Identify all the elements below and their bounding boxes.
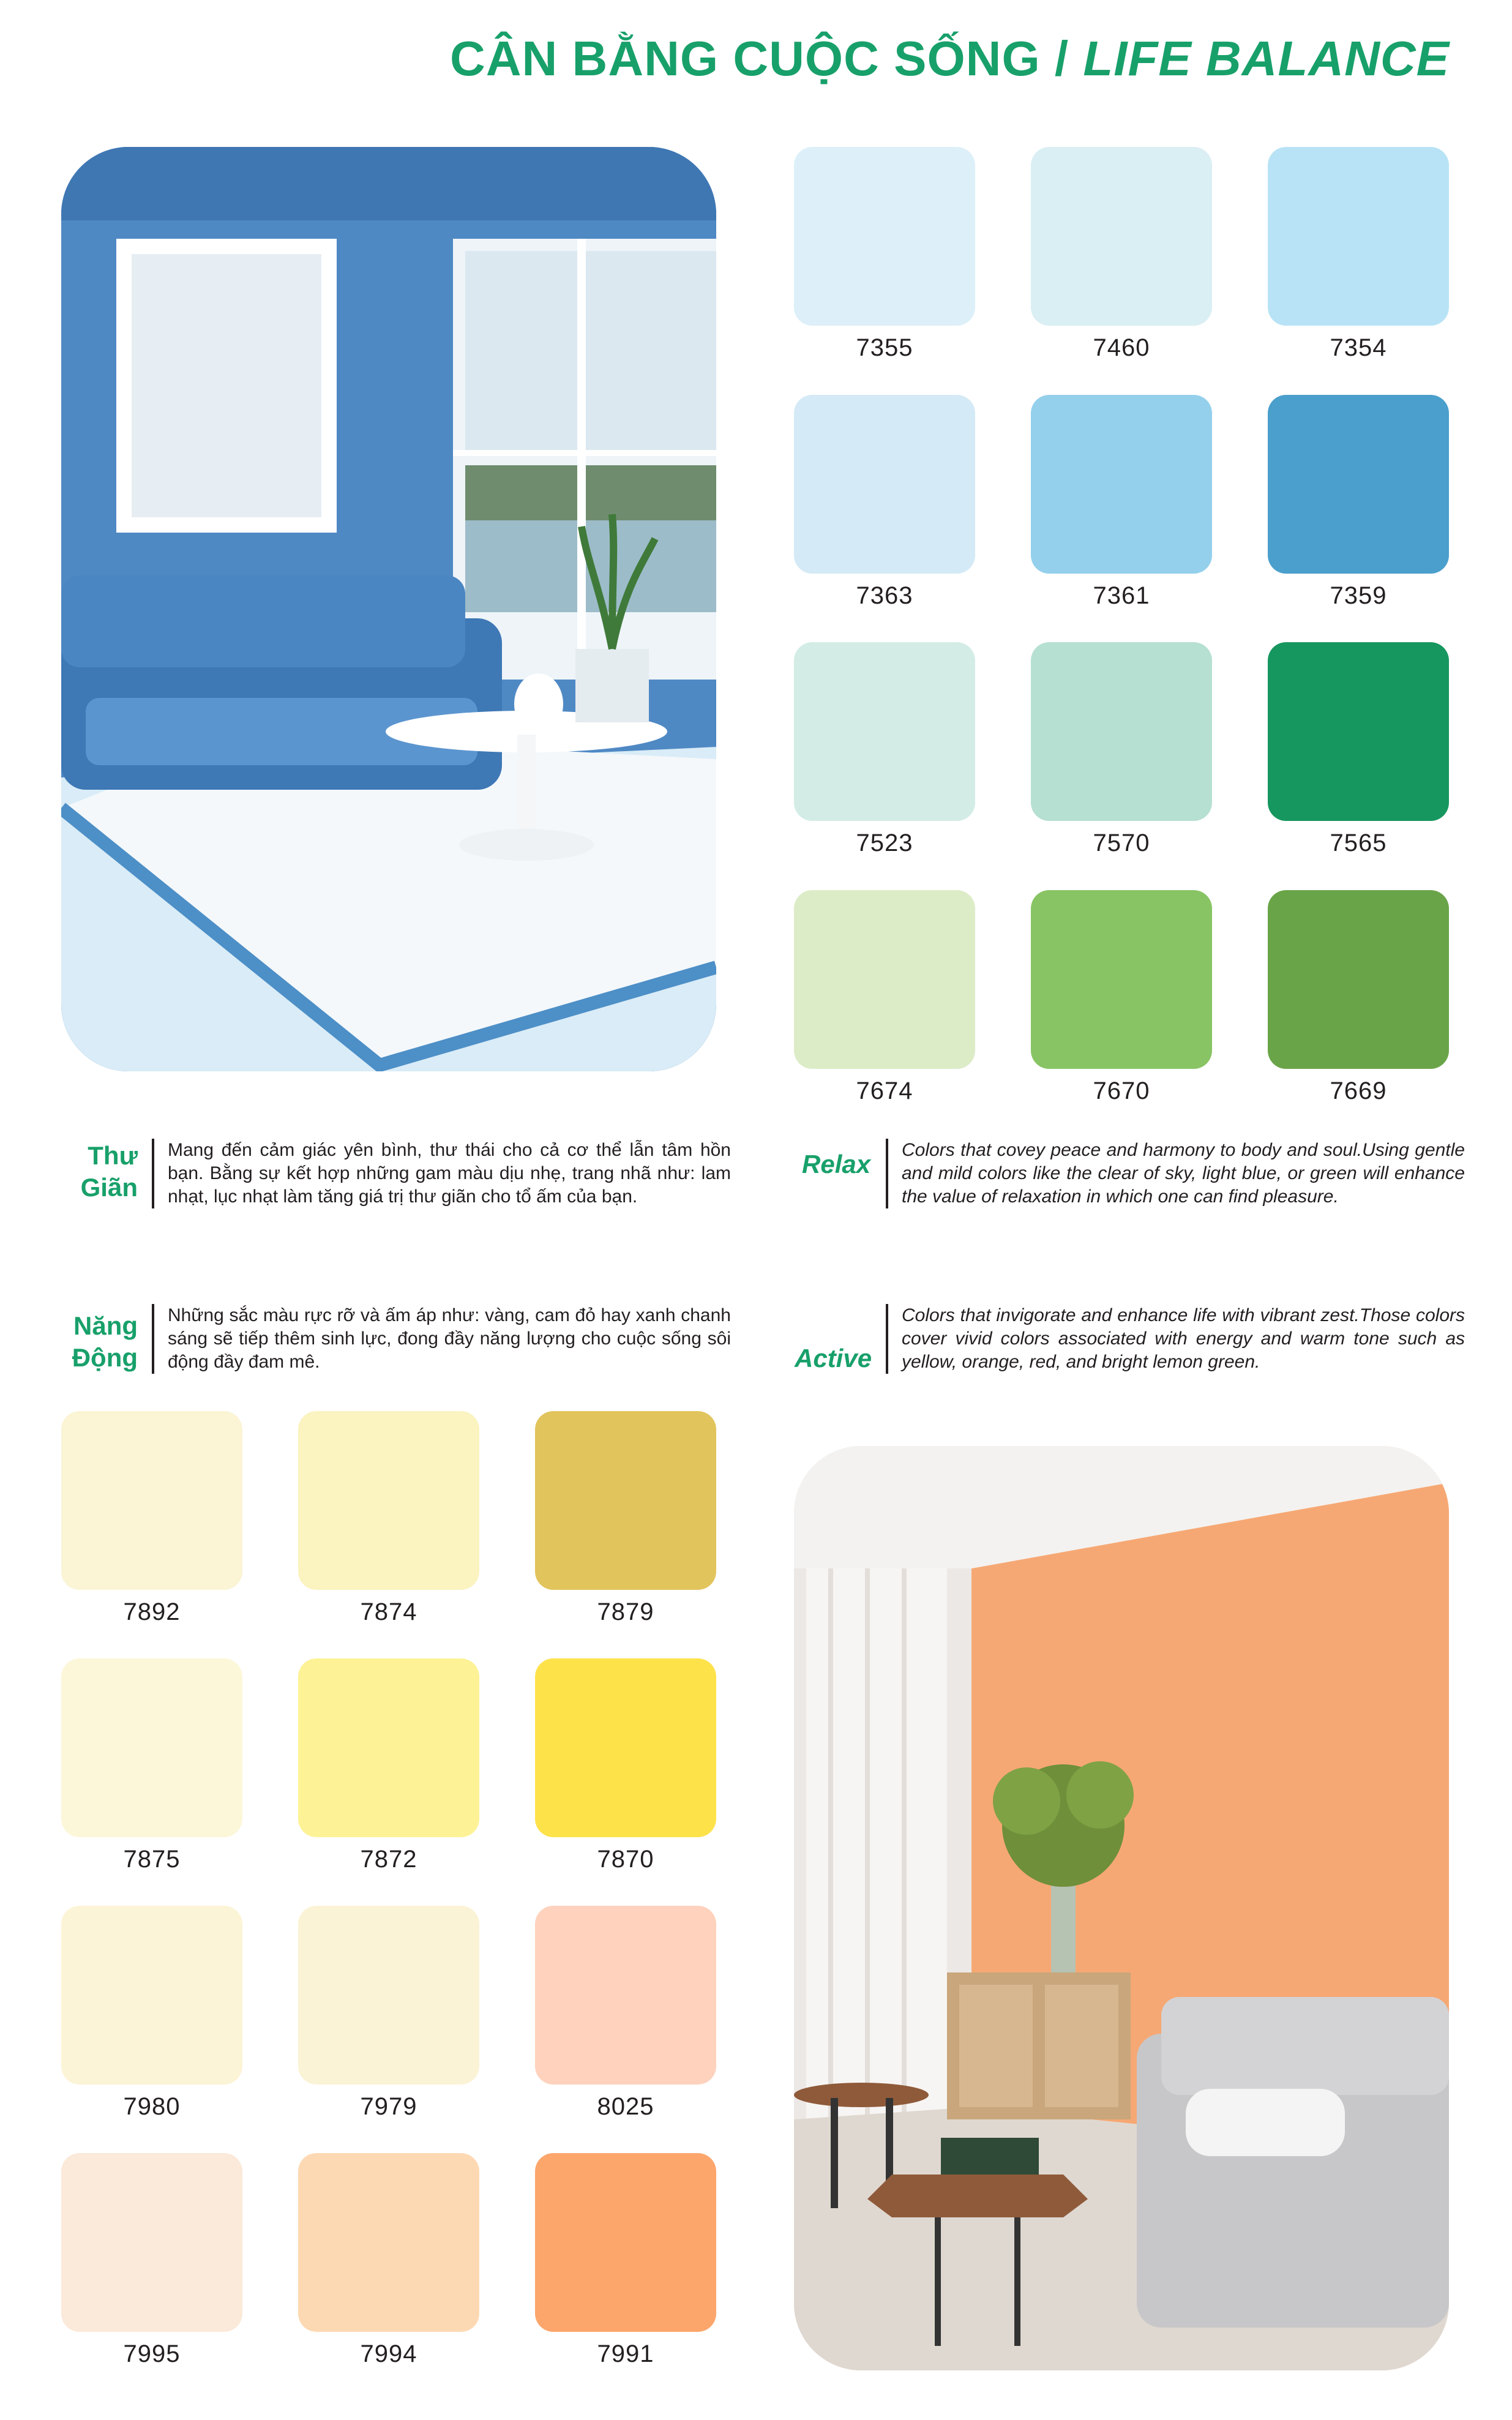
color-code: 7523 [856, 830, 913, 856]
color-code: 7879 [597, 1598, 654, 1625]
active-description-en: Colors that invigorate and enhance life with vibrant zest.Those colors cover vivid colors associated with energy and warm tone such as yellow, orange, red, and bright lemon green. [886, 1304, 1465, 1374]
swatch-7361[interactable] [1031, 395, 1212, 610]
color-code: 7670 [1093, 1077, 1150, 1104]
color-code: 8025 [597, 2093, 654, 2120]
swatch-7669[interactable] [1268, 890, 1449, 1105]
color-code: 7669 [1330, 1077, 1387, 1104]
swatch-7979[interactable] [298, 1906, 479, 2121]
page-title [450, 31, 1450, 87]
color-code: 7979 [360, 2093, 417, 2120]
color-chip [794, 395, 975, 574]
color-code: 7361 [1093, 582, 1150, 609]
swatch-7674[interactable] [794, 890, 975, 1105]
color-code: 7355 [856, 334, 913, 361]
color-code: 7674 [856, 1077, 913, 1104]
relax-description-en: Colors that covey peace and harmony to body and soul.Using gentle and mild colors like the clear of sky, light blue, or green will enhance the value of relaxation in which one can find pleasure. [886, 1139, 1465, 1208]
swatch-7870[interactable] [535, 1658, 716, 1873]
swatch-7565[interactable] [1268, 642, 1449, 857]
color-code: 7460 [1093, 334, 1150, 361]
color-code: 7875 [123, 1846, 181, 1873]
color-chip [298, 1411, 479, 1590]
swatch-7363[interactable] [794, 395, 975, 610]
active-label-vi: Năng Động [72, 1311, 138, 1372]
color-chip [61, 1906, 242, 2085]
swatch-7359[interactable] [1268, 395, 1449, 610]
color-code: 7874 [360, 1598, 417, 1625]
color-chip [61, 1658, 242, 1837]
color-chip [794, 147, 975, 326]
swatch-7875[interactable] [61, 1658, 242, 1873]
swatch-7879[interactable] [535, 1411, 716, 1626]
swatch-7991[interactable] [535, 2153, 716, 2368]
color-chip [794, 642, 975, 821]
color-chip [794, 890, 975, 1069]
color-code: 7980 [123, 2093, 181, 2120]
color-chip [1031, 890, 1212, 1069]
swatch-7670[interactable] [1031, 890, 1212, 1105]
color-code: 7995 [123, 2340, 181, 2367]
color-chip [535, 1658, 716, 1837]
color-chip [298, 2153, 479, 2332]
relax-label-vi: Thư Giãn [80, 1141, 138, 1202]
orange-living-room-photo [794, 1446, 1449, 2370]
color-chip [1268, 642, 1449, 821]
swatch-7980[interactable] [61, 1906, 242, 2121]
swatch-7355[interactable] [794, 147, 975, 362]
swatch-7872[interactable] [298, 1658, 479, 1873]
color-code: 7363 [856, 582, 913, 609]
color-code: 7991 [597, 2340, 654, 2367]
swatch-8025[interactable] [535, 1906, 716, 2121]
color-chip [535, 1411, 716, 1590]
swatch-7892[interactable] [61, 1411, 242, 1626]
relax-description-vi: Mang đến cảm giác yên bình, thư thái cho cả cơ thể lẫn tâm hồn bạn. Bằng sự kết hợp những gam màu dịu nhẹ, trang nhã như: lam nhạt, lục nhạt làm tăng giá trị thư giãn cho tổ ấm của bạn. [152, 1139, 731, 1208]
color-code: 7359 [1330, 582, 1387, 609]
color-code: 7870 [597, 1846, 654, 1873]
swatch-7995[interactable] [61, 2153, 242, 2368]
swatch-7460[interactable] [1031, 147, 1212, 362]
color-chip [1268, 890, 1449, 1069]
swatch-7994[interactable] [298, 2153, 479, 2368]
swatch-7570[interactable] [1031, 642, 1212, 857]
color-code: 7570 [1093, 830, 1150, 856]
swatch-7523[interactable] [794, 642, 975, 857]
color-chip [535, 2153, 716, 2332]
color-code: 7994 [360, 2340, 417, 2367]
color-chip [1268, 147, 1449, 326]
color-chip [298, 1906, 479, 2085]
color-code: 7892 [123, 1598, 181, 1625]
swatch-7354[interactable] [1268, 147, 1449, 362]
swatch-7874[interactable] [298, 1411, 479, 1626]
color-chip [1268, 395, 1449, 574]
title-vi: CÂN BẰNG CUỘC SỐNG / [450, 31, 1083, 86]
color-code: 7565 [1330, 830, 1387, 856]
color-chip [61, 1411, 242, 1590]
color-chip [1031, 395, 1212, 574]
title-en: LIFE BALANCE [1083, 31, 1450, 86]
color-code: 7354 [1330, 334, 1387, 361]
active-label-en: Active [795, 1344, 872, 1373]
color-chip [1031, 147, 1212, 326]
active-description-vi: Những sắc màu rực rỡ và ấm áp như: vàng, cam đỏ hay xanh chanh sáng sẽ tiếp thêm sinh lực, đong đầy năng lượng cho cuộc sống sôi động đầy đam mê. [152, 1304, 731, 1374]
color-code: 7872 [360, 1846, 417, 1873]
color-chip [61, 2153, 242, 2332]
color-chip [1031, 642, 1212, 821]
color-chip [298, 1658, 479, 1837]
color-chip [535, 1906, 716, 2085]
relax-label-en: Relax [802, 1150, 871, 1178]
blue-living-room-photo [61, 147, 716, 1071]
